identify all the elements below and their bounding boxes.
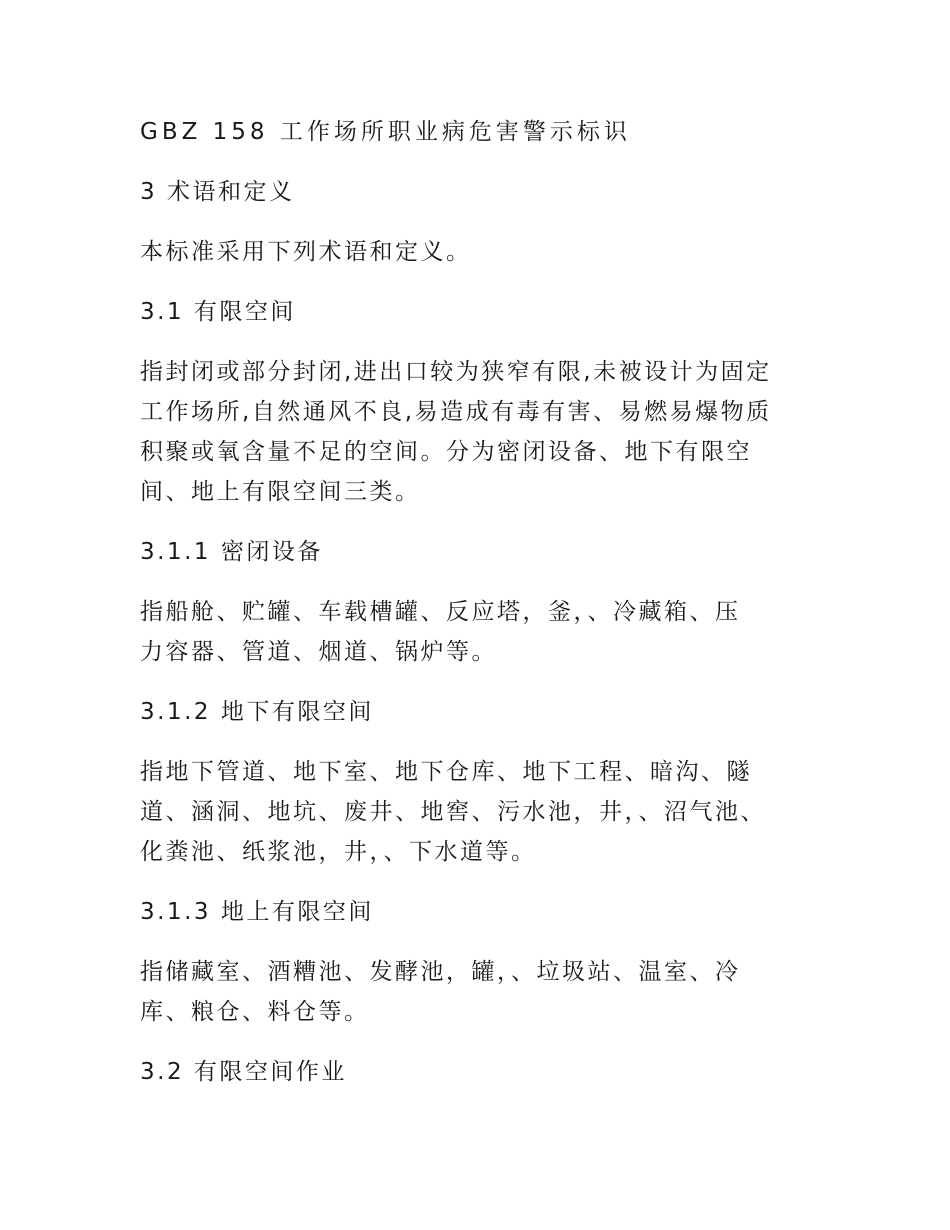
definition-paragraph-3-1: [140, 352, 820, 512]
paragraph-line: 指储藏室、酒糟池、发酵池，罐，、垃圾站、温室、冷: [140, 959, 741, 985]
heading-line: 3.1.1 密闭设备: [140, 539, 323, 565]
intro-paragraph: [140, 232, 820, 272]
heading-line: 3.1 有限空间: [140, 299, 296, 325]
paragraph-line: 指封闭或部分封闭,进出口较为狭窄有限,未被设计为固定: [140, 359, 772, 385]
paragraph-line: 力容器、管道、烟道、锅炉等。: [140, 639, 497, 665]
title-line: GBZ 158 工作场所职业病危害警示标识: [140, 119, 631, 145]
paragraph-line: 工作场所,自然通风不良,易造成有毒有害、易燃易爆物质: [140, 399, 772, 425]
document-title: [140, 112, 820, 152]
paragraph-line: 本标准采用下列术语和定义。: [140, 239, 472, 265]
definition-paragraph-3-1-1: [140, 592, 820, 672]
section-heading-3-1-2: [140, 692, 820, 732]
section-heading-3-1-1: [140, 532, 820, 572]
paragraph-line: 指地下管道、地下室、地下仓库、地下工程、暗沟、隧: [140, 759, 752, 785]
section-heading-3-1: [140, 292, 820, 332]
paragraph-line: 积聚或氧含量不足的空间。分为密闭设备、地下有限空: [140, 439, 752, 465]
paragraph-line: 库、粮仓、料仓等。: [140, 999, 370, 1025]
paragraph-line: 指船舱、贮罐、车载槽罐、反应塔，釜，、冷藏箱、压: [140, 599, 741, 625]
heading-line: 3 术语和定义: [140, 179, 295, 205]
heading-line: 3.1.3 地上有限空间: [140, 899, 374, 925]
heading-line: 3.1.2 地下有限空间: [140, 699, 374, 725]
paragraph-line: 间、地上有限空间三类。: [140, 479, 421, 505]
paragraph-line: 化粪池、纸浆池，井，、下水道等。: [140, 839, 537, 865]
heading-line: 3.2 有限空间作业: [140, 1059, 347, 1085]
section-heading-3-2: [140, 1052, 820, 1092]
paragraph-line: 道、涵洞、地坑、废井、地窖、污水池，井，、沼气池、: [140, 799, 766, 825]
section-heading-3-1-3: [140, 892, 820, 932]
section-heading-3: [140, 172, 820, 212]
document-body: [140, 112, 820, 1112]
definition-paragraph-3-1-2: [140, 752, 820, 872]
definition-paragraph-3-1-3: [140, 952, 820, 1032]
